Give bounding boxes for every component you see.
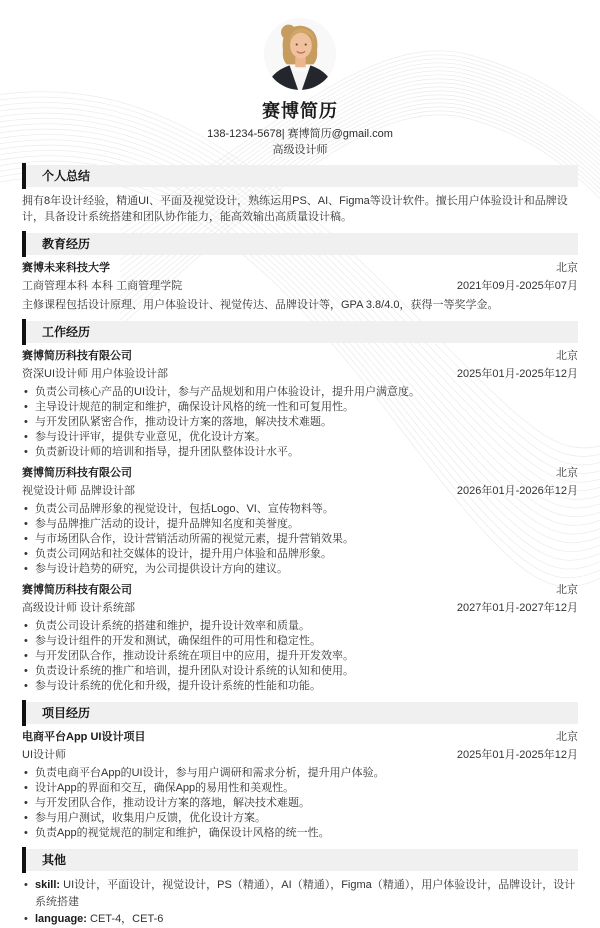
job-role: 高级设计师 设计系统部	[22, 602, 136, 614]
resume-body	[0, 165, 600, 928]
section-title-education: 教育经历	[42, 237, 91, 251]
bullet-item: • 负责公司网站和社交媒体的设计，提升用户体验和品牌形象。	[22, 547, 578, 562]
job-dates: 2025年01月-2025年12月	[456, 368, 578, 380]
school-location: 北京	[556, 262, 578, 274]
language-item	[22, 911, 578, 928]
bullet-item: • 与开发团队合作，推动设计方案的落地，解决技术难题。	[22, 796, 578, 811]
language-label: language:	[35, 913, 87, 925]
bullet-item: • 参与设计系统的优化和升级，提升设计系统的性能和功能。	[22, 679, 578, 694]
project-head	[22, 730, 578, 745]
section-title-summary: 个人总结	[42, 169, 91, 183]
section-title-projects: 项目经历	[42, 706, 91, 720]
job-location: 北京	[556, 584, 578, 596]
bullet-item: • 负责公司核心产品的UI设计，参与产品规划和用户体验设计，提升用户满意度。	[22, 385, 578, 400]
job-head	[22, 466, 578, 481]
job-dates: 2026年01月-2026年12月	[456, 485, 578, 497]
section-header-education	[22, 233, 578, 255]
bullet-item: • 参与用户测试，收集用户反馈，优化设计方案。	[22, 811, 578, 826]
job-bullets	[22, 385, 578, 460]
job-sub	[22, 367, 578, 382]
company-name: 赛博简历科技有限公司	[22, 467, 132, 479]
job-head	[22, 349, 578, 364]
bullet-item: • 与市场团队合作，设计营销活动所需的视觉元素，提升营销效果。	[22, 532, 578, 547]
bullet-item: • 负责公司品牌形象的视觉设计，包括Logo、VI、宣传物料等。	[22, 502, 578, 517]
section-header-other	[22, 849, 578, 871]
project-bullets	[22, 766, 578, 841]
summary-text: 拥有8年设计经验，精通UI、平面及视觉设计，熟练运用PS、AI、Figma等设计软件。擅长用户体验设计和品牌设计，具备设计系统搭建和团队协作能力，能高效输出高质量设计稿。	[22, 195, 568, 223]
education-note: 主修课程包括设计原理、用户体验设计、视觉传达、品牌设计等，GPA 3.8/4.0，获得一等奖学金。	[22, 299, 499, 311]
education-entry-sub	[22, 279, 578, 294]
bullet-item: • 设计App的界面和交互，确保App的易用性和美观性。	[22, 781, 578, 796]
project-name: 电商平台App UI设计项目	[22, 731, 146, 743]
job-role: 资深UI设计师 用户体验设计部	[22, 368, 169, 380]
section-header-work	[22, 321, 578, 343]
bullet-item: • 与开发团队合作，推动设计系统在项目中的应用，提升开发效率。	[22, 649, 578, 664]
section-title-work: 工作经历	[42, 325, 91, 339]
skill-item	[22, 877, 578, 911]
education-dates: 2021年09月-2025年07月	[456, 280, 578, 292]
job-role: 视觉设计师 品牌设计部	[22, 485, 136, 497]
job-bullets	[22, 502, 578, 577]
bullet-item: • 负责App的视觉规范的制定和维护，确保设计风格的统一性。	[22, 826, 578, 841]
bullet-item: • 参与设计评审，提供专业意见，优化设计方案。	[22, 430, 578, 445]
degree-text: 工商管理本科 本科 工商管理学院	[22, 280, 183, 292]
bullet-item: • 负责设计系统的推广和培训，提升团队对设计系统的认知和使用。	[22, 664, 578, 679]
job-head	[22, 583, 578, 598]
bullet-item: • 负责新设计师的培训和指导，提升团队整体设计水平。	[22, 445, 578, 460]
candidate-title: 高级设计师	[272, 144, 328, 156]
job-dates: 2027年01月-2027年12月	[456, 602, 578, 614]
company-name: 赛博简历科技有限公司	[22, 584, 132, 596]
bullet-item: • 负责电商平台App的UI设计，参与用户调研和需求分析，提升用户体验。	[22, 766, 578, 781]
job-sub	[22, 601, 578, 616]
language-text: CET-4，CET-6	[86, 913, 164, 925]
project-dates: 2025年01月-2025年12月	[456, 749, 578, 761]
candidate-name: 赛博简历	[262, 101, 338, 121]
company-name: 赛博简历科技有限公司	[22, 350, 132, 362]
project-sub	[22, 748, 578, 763]
bullet-item: • 参与设计组件的开发和测试，确保组件的可用性和稳定性。	[22, 634, 578, 649]
job-location: 北京	[556, 467, 578, 479]
job-location: 北京	[556, 350, 578, 362]
school-name: 赛博未来科技大学	[22, 262, 110, 274]
skill-text: UI设计，平面设计，视觉设计，PS（精通），AI（精通），Figma（精通），用户体验设计，品牌设计，设计系统搭建	[35, 879, 576, 908]
education-entry-head	[22, 261, 578, 276]
section-title-other: 其他	[42, 853, 67, 867]
project-role: UI设计师	[22, 749, 66, 761]
bullet-item: • 与开发团队紧密合作，推动设计方案的落地，解决技术难题。	[22, 415, 578, 430]
section-header-summary	[22, 165, 578, 187]
section-header-projects	[22, 702, 578, 724]
contact-info: 138-1234-5678| 赛博简历@gmail.com	[207, 128, 393, 140]
job-bullets	[22, 619, 578, 694]
resume-header	[0, 0, 600, 157]
bullet-item: • 参与设计趋势的研究，为公司提供设计方向的建议。	[22, 562, 578, 577]
other-list	[22, 877, 578, 928]
bullet-item: • 主导设计规范的制定和维护，确保设计风格的统一性和可复用性。	[22, 400, 578, 415]
avatar-photo	[264, 18, 336, 90]
bullet-item: • 负责公司设计系统的搭建和维护，提升设计效率和质量。	[22, 619, 578, 634]
job-sub	[22, 484, 578, 499]
bullet-item: • 参与品牌推广活动的设计，提升品牌知名度和美誉度。	[22, 517, 578, 532]
skill-label: skill:	[35, 879, 61, 891]
project-location: 北京	[556, 731, 578, 743]
